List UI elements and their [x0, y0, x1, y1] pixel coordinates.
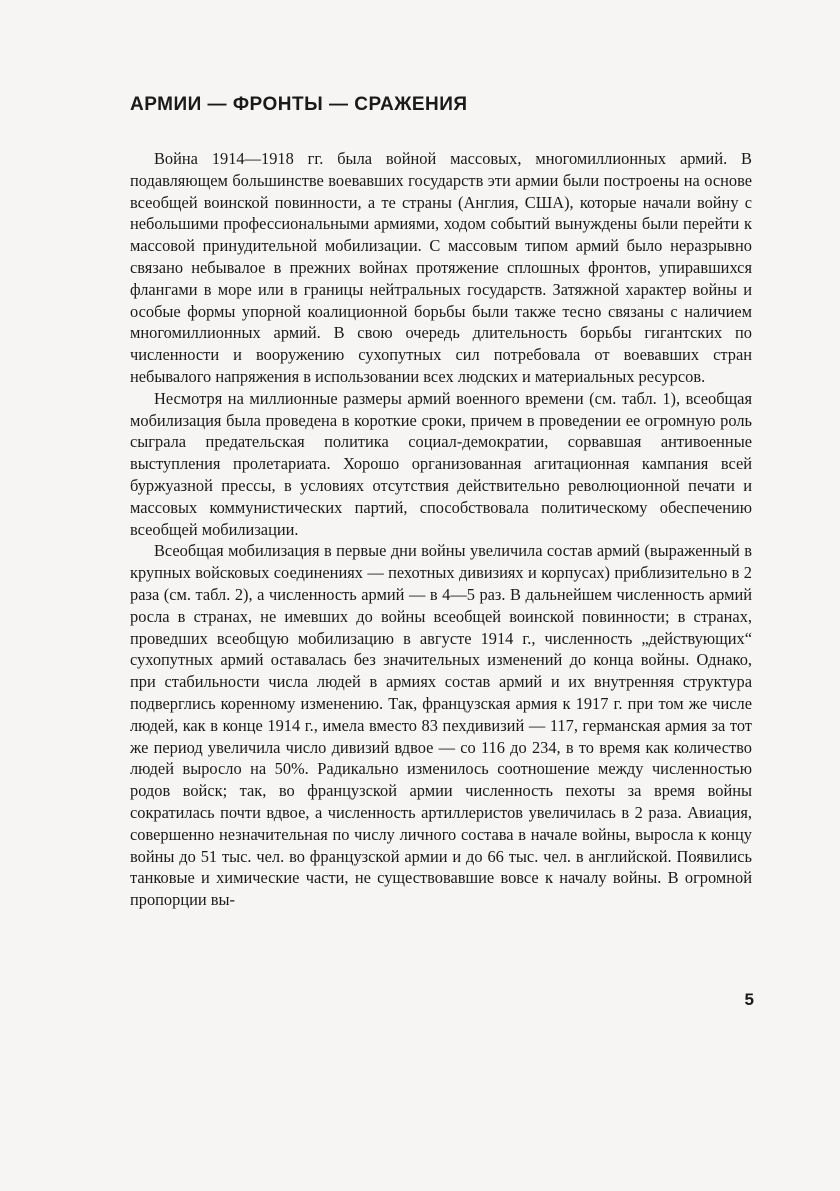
paragraph-1: Война 1914—1918 гг. была войной массовых, многомиллионных армий. В подавляющем большинстве воевавших государств эти армии были построены на основе всеобщей воинской повинности, а те страны (Англия, США), которые начали войну с небольшими профессиональными армиями, ходом событий вынуждены были перейти к массовой принудительной мобилизации. С массовым типом армий было неразрывно связано небывалое в прежних войнах протяжение сплошных фронтов, упиравшихся флангами в море или в границы нейтральных государств. Затяжной характер войны и особые формы упорной коалиционной борьбы были также тесно связаны с наличием многомиллионных армий. В свою очередь длительность борьбы гигантских по численности и вооружению сухопутных сил потребовала от воевавших стран небывалого напряжения в использовании всех людских и материальных ресурсов. — [130, 149, 752, 386]
paragraph-3: Всеобщая мобилизация в первые дни войны увеличила состав армий (выраженный в крупных войсковых соединениях — пехотных дивизиях и корпусах) приблизительно в 2 раза (см. табл. 2), а численность армий — в 4—5 раз. В дальнейшем численность армий росла в странах, не имевших до войны всеобщей воинской повинности; в странах, проведших всеобщую мобилизацию в августе 1914 г., численность „действующих“ сухопутных армий оставалась без значительных изменений до конца войны. Однако, при стабильности числа людей в армиях состав армий и их внутренняя структура подверглись коренному изменению. Так, французская армия к 1917 г. при том же числе людей, как в конце 1914 г., имела вместо 83 пехдивизий — 117, германская армия за тот же период увеличила число дивизий вдвое — со 116 до 234, в то время как количество людей выросло на 50%. Радикально изменилось соотношение между численностью родов войск; так, во французской армии численность пехоты за время войны сократилась почти вдвое, а численность артиллеристов увеличилась в 2 раза. Авиация, совершенно незначительная по числу личного состава в начале войны, выросла к концу войны до 51 тыс. чел. во французской армии и до 66 тыс. чел. в английской. Появились танковые и химические части, не существовавшие вовсе к началу войны. В огромной пропорции вы- — [130, 541, 752, 910]
body-text — [130, 148, 752, 911]
section-heading: АРМИИ — ФРОНТЫ — СРАЖЕНИЯ — [130, 94, 468, 115]
page-number: 5 — [744, 990, 754, 1009]
paragraph-2: Несмотря на миллионные размеры армий военного времени (см. табл. 1), всеобщая мобилизация была проведена в короткие сроки, причем в проведении ее огромную роль сыграла предательская политика социал-демократии, сорвавшая антивоенные выступления пролетариата. Хорошо организованная агитационная кампания всей буржуазной прессы, в условиях отсутствия действительно революционной печати и массовых коммунистических партий, способствовала политическому обеспечению всеобщей мобилизации. — [130, 388, 752, 539]
